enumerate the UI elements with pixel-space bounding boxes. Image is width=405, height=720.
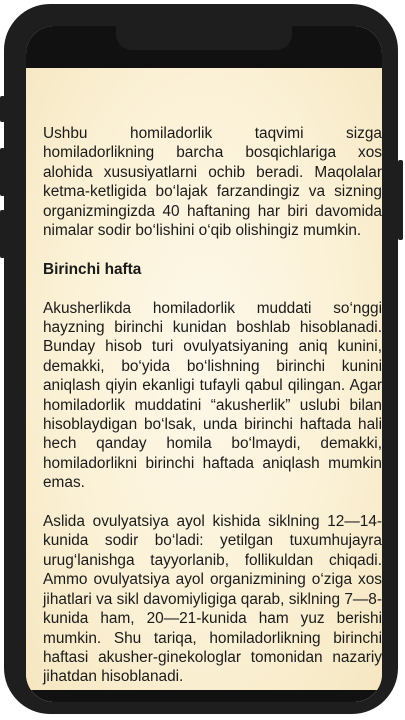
power-button xyxy=(398,160,403,240)
status-bar xyxy=(26,26,382,68)
article-view[interactable] xyxy=(26,68,382,702)
phone-frame xyxy=(4,4,398,714)
article-intro: Ushbu homiladorlik taqvimi sizga homiladorlikning barcha bosqichlariga xos alohida xususiyatlarni ochib beradi. Maqolalar ketma-ketligida bo‘lajak farzandingiz va sizning organizmingizda 40 haftaning har biri davomida nimalar sodir bo‘lishini o‘qib olishingiz mumkin. xyxy=(43,125,382,240)
camera-notch xyxy=(116,26,292,50)
article-paragraph: Aslida ovulyatsiya ayol kishida siklning 12—14-kunida sodir bo‘ladi: yetilgan tuxumhujayra urug‘lanishga tayyorlanib, follikuldan chiqadi. Ammo ovulyatsiya ayol organizmining o‘ziga xos jihatlari va sikl davomiyligiga qarab, siklning 7—8-kunida ham, 20—21-kunida ham yuz berishi mumkin. Shu tariqa, homiladorlikning birinchi haftasi akusher-ginekologlar tomonidan nazariy jihatdan hisoblanadi. xyxy=(43,513,382,686)
phone-screen xyxy=(26,26,382,702)
mute-switch xyxy=(0,96,5,122)
article-paragraph: Akusherlikda homiladorlik muddati so‘nggi hayzning birinchi kunidan boshlab hisoblanadi. Bunday hisob turi ovulyatsiyaning aniq kunini, demakki, bo‘yida bo‘lishning birinchi kunini aniqlash qiyin ekanligi tufayli qabul qilingan. Agar homiladorlik muddatini “akusherlik” uslubi bilan hisoblaydigan bo‘lsak, unda birinchi haftada hali hech qanday homila bo‘lmaydi, demakki, homiladorlikni birinchi haftada aniqlash mumkin emas. xyxy=(43,299,382,492)
volume-down-button xyxy=(0,210,5,258)
volume-up-button xyxy=(0,148,5,196)
article-body xyxy=(43,124,382,702)
screen-bottom-bezel xyxy=(26,690,382,702)
section-heading: Birinchi hafta xyxy=(43,260,142,278)
